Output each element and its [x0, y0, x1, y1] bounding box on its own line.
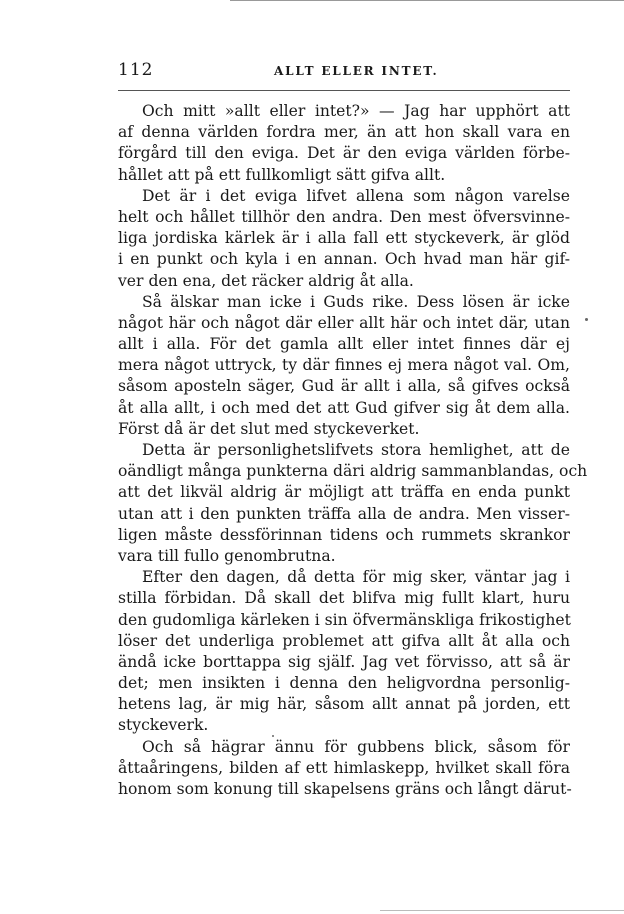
scan-speck: [272, 735, 274, 737]
text-line: den gudomliga kärleken i sin öfvermänskliga frikostighet: [118, 610, 571, 629]
text-line: hållet att på ett fullkomligt sätt gifva allt.: [118, 165, 446, 184]
text-line: allt i alla. För det gamla allt eller intet finnes där ej: [118, 335, 570, 354]
text-line: stilla förbidan. Då skall det blifva mig fullt klart, huru: [118, 589, 570, 608]
text-line: mera något uttryck, ty där finnes ej mera något val. Om,: [118, 356, 570, 375]
text-line: styckeverk.: [118, 716, 209, 735]
text-line: oändligt många punkterna däri aldrig sammanblandas, och: [118, 462, 588, 481]
text-line: åt alla allt, i och med det att Gud gifver sig åt dem alla.: [118, 398, 570, 417]
text-line: af denna världen fordra mer, än att hon skall vara en: [118, 123, 570, 142]
header-rule: [118, 90, 570, 91]
page-number: 112: [118, 60, 154, 80]
scan-edge-bottom: [380, 910, 624, 911]
text-line: ligen måste dessförinnan tidens och rummets skrankor: [118, 525, 570, 544]
text-line: Så älskar man icke i Guds rike. Dess lösen är icke: [142, 292, 570, 311]
text-line: honom som konung till skapelsens gräns och långt därut-: [118, 780, 572, 798]
text-line: Efter den dagen, då detta för mig sker, väntar jag i: [142, 568, 570, 587]
text-line: liga jordiska kärlek är i alla fall ett styckeverk, är glöd: [118, 229, 570, 248]
scan-edge-top: [230, 0, 624, 1]
text-line: något här och något där eller allt här och intet där, utan: [118, 313, 570, 332]
text-line: helt och hållet tillhör den andra. Den mest öfversvinne-: [118, 207, 570, 226]
text-line: det; men insikten i denna den heligvordna personlig-: [118, 674, 570, 693]
text-line: Och mitt »allt eller intet?» — Jag har upphört att: [142, 102, 570, 120]
text-line: ändå icke borttappa sig själf. Jag vet förvisso, att så är: [118, 652, 570, 671]
text-line: åttaåringens, bilden af ett himlaskepp, hvilket skall föra: [118, 758, 570, 777]
text-line: Först då är det slut med styckeverket.: [118, 419, 420, 438]
text-line: i en punkt och kyla i en annan. Och hvad man här gif-: [118, 250, 570, 269]
text-line: vara till fullo genombrutna.: [118, 546, 336, 565]
running-title: ALLT ELLER INTET.: [274, 64, 439, 78]
text-line: förgård till den eviga. Det är den eviga världen förbe-: [118, 144, 570, 163]
text-line: löser det underliga problemet att gifva allt åt alla och: [118, 631, 570, 650]
text-line: att det likväl aldrig är möjligt att träffa en enda punkt: [118, 483, 570, 502]
text-line: utan att i den punkten träffa alla de andra. Men visser-: [118, 504, 570, 523]
text-line: såsom aposteln säger, Gud är allt i alla, så gifves också: [118, 377, 570, 396]
text-line: hetens lag, är mig här, såsom allt annat på jorden, ett: [118, 695, 570, 714]
text-line: Det är i det eviga lifvet allena som någon varelse: [142, 186, 570, 205]
scan-speck: [585, 318, 588, 321]
body-text: [118, 101, 588, 800]
text-line: Detta är personlighetslifvets stora hemlighet, att de: [142, 441, 570, 459]
text-line: Och så hägrar ännu för gubbens blick, såsom för: [142, 737, 570, 756]
text-line: ver den ena, det räcker aldrig åt alla.: [118, 271, 414, 290]
